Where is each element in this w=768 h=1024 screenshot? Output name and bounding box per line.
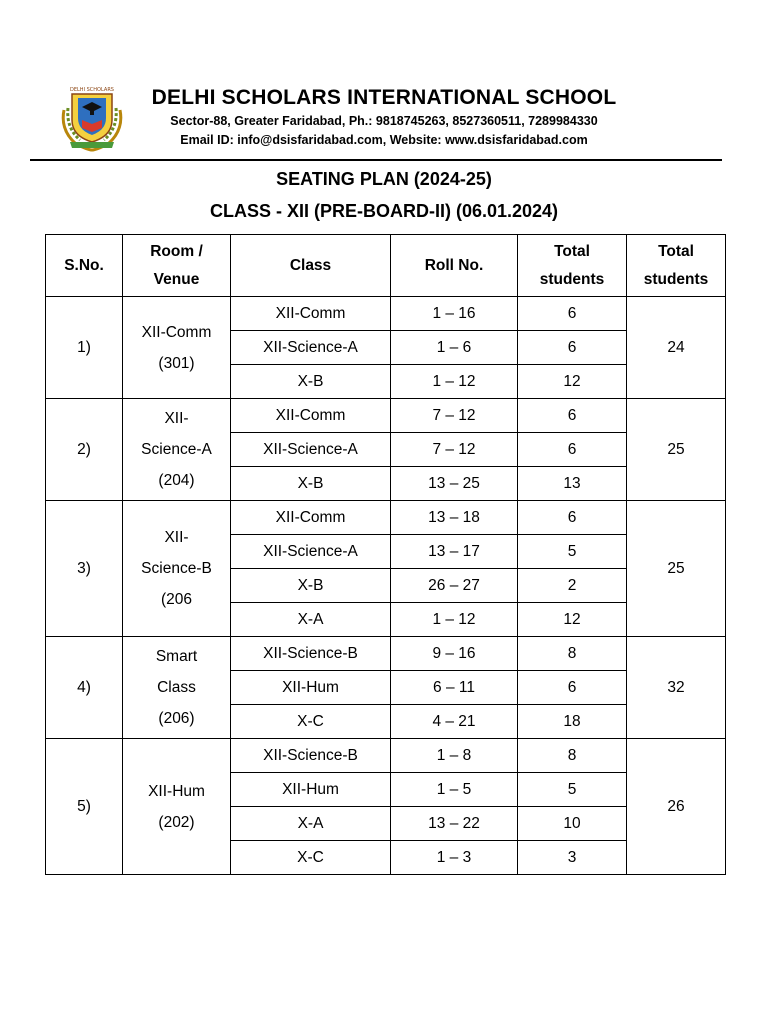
room-venue-line: (301) — [158, 354, 195, 372]
serial-number-cell: 5) — [46, 739, 123, 875]
roll-number-cell: 1 – 5 — [391, 773, 518, 807]
roll-number-cell: 1 – 6 — [391, 331, 518, 365]
header-room-total-students — [627, 235, 726, 297]
table-row — [46, 637, 726, 671]
student-count-cell: 6 — [518, 671, 627, 705]
table-header-row — [46, 235, 726, 297]
serial-number-cell: 1) — [46, 297, 123, 399]
roll-number-cell: 13 – 17 — [391, 535, 518, 569]
serial-number-cell: 4) — [46, 637, 123, 739]
roll-number-cell: 1 – 12 — [391, 365, 518, 399]
room-venue-line: XII- — [164, 529, 189, 546]
seating-plan-table — [45, 234, 726, 875]
roll-number-cell: 4 – 21 — [391, 705, 518, 739]
roll-number-cell: 13 – 18 — [391, 501, 518, 535]
school-address: Sector-88, Greater Faridabad, Ph.: 9818745263, 8527360511, 7289984330 — [170, 114, 598, 128]
student-count-cell: 2 — [518, 569, 627, 603]
document-subtitle: CLASS - XII (PRE-BOARD-II) (06.01.2024) — [209, 201, 559, 221]
document-title: SEATING PLAN (2024-25) — [276, 169, 492, 189]
roll-number-cell: 7 – 12 — [391, 399, 518, 433]
header-grand-line2: students — [643, 270, 709, 288]
school-crest-logo — [58, 80, 126, 152]
student-count-cell: 13 — [518, 467, 627, 501]
header-divider — [30, 159, 722, 161]
room-total-cell: 26 — [627, 739, 726, 875]
room-venue-cell — [123, 297, 231, 399]
class-cell: X-C — [231, 705, 391, 739]
roll-number-cell: 9 – 16 — [391, 637, 518, 671]
class-cell: X-A — [231, 807, 391, 841]
student-count-cell: 6 — [518, 501, 627, 535]
room-venue-cell — [123, 739, 231, 875]
header-total-line1: Total — [554, 242, 590, 260]
roll-number-cell: 6 – 11 — [391, 671, 518, 705]
class-cell: X-C — [231, 841, 391, 875]
room-venue-line: XII-Hum — [148, 782, 205, 800]
class-cell: XII-Science-B — [231, 739, 391, 773]
table-row — [46, 297, 726, 331]
room-total-cell: 25 — [627, 399, 726, 501]
roll-number-cell: 13 – 25 — [391, 467, 518, 501]
school-contact: Email ID: info@dsisfaridabad.com, Website: www.dsisfaridabad.com — [180, 133, 588, 147]
student-count-cell: 6 — [518, 297, 627, 331]
table-body — [46, 297, 726, 875]
student-count-cell: 6 — [518, 399, 627, 433]
class-cell: XII-Hum — [231, 773, 391, 807]
room-venue-line: Science-B — [141, 560, 212, 577]
svg-text:DELHI SCHOLARS: DELHI SCHOLARS — [70, 87, 114, 93]
room-venue-line: (206 — [160, 591, 193, 608]
room-venue-line: (206) — [158, 710, 195, 727]
roll-number-cell: 1 – 3 — [391, 841, 518, 875]
room-venue-line: Smart — [155, 648, 198, 665]
header-total-students — [518, 235, 627, 297]
letterhead — [0, 0, 768, 160]
header-sno: S.No. — [46, 235, 123, 297]
class-cell: XII-Science-A — [231, 331, 391, 365]
header-total-line2: students — [539, 270, 605, 288]
class-cell: XII-Science-B — [231, 637, 391, 671]
class-cell: XII-Science-A — [231, 433, 391, 467]
roll-number-cell: 1 – 12 — [391, 603, 518, 637]
class-cell: XII-Hum — [231, 671, 391, 705]
student-count-cell: 6 — [518, 433, 627, 467]
room-total-cell: 32 — [627, 637, 726, 739]
table-row — [46, 399, 726, 433]
header-class: Class — [231, 235, 391, 297]
roll-number-cell: 7 – 12 — [391, 433, 518, 467]
class-cell: X-B — [231, 467, 391, 501]
student-count-cell: 5 — [518, 535, 627, 569]
class-cell: XII-Comm — [231, 297, 391, 331]
room-venue-cell — [123, 399, 231, 501]
roll-number-cell: 26 – 27 — [391, 569, 518, 603]
room-venue-line: Class — [157, 679, 196, 696]
room-venue-cell — [123, 637, 231, 739]
student-count-cell: 12 — [518, 365, 627, 399]
table-row — [46, 739, 726, 773]
student-count-cell: 18 — [518, 705, 627, 739]
header-roll: Roll No. — [391, 235, 518, 297]
room-total-cell: 25 — [627, 501, 726, 637]
serial-number-cell: 3) — [46, 501, 123, 637]
room-total-cell: 24 — [627, 297, 726, 399]
student-count-cell: 6 — [518, 331, 627, 365]
roll-number-cell: 13 – 22 — [391, 807, 518, 841]
room-venue-line: (202) — [158, 813, 195, 831]
student-count-cell: 8 — [518, 637, 627, 671]
header-room-line1: Room / — [150, 242, 203, 260]
room-venue-line: (204) — [158, 472, 195, 489]
student-count-cell: 12 — [518, 603, 627, 637]
student-count-cell: 8 — [518, 739, 627, 773]
roll-number-cell: 1 – 16 — [391, 297, 518, 331]
class-cell: X-B — [231, 569, 391, 603]
header-room-line2: Venue — [153, 270, 200, 288]
header-grand-line1: Total — [658, 242, 694, 260]
table-row — [46, 501, 726, 535]
student-count-cell: 10 — [518, 807, 627, 841]
class-cell: XII-Science-A — [231, 535, 391, 569]
student-count-cell: 5 — [518, 773, 627, 807]
room-venue-line: XII- — [164, 410, 189, 427]
header-room — [123, 235, 231, 297]
class-cell: XII-Comm — [231, 501, 391, 535]
school-name: DELHI SCHOLARS INTERNATIONAL SCHOOL — [151, 86, 617, 109]
room-venue-cell — [123, 501, 231, 637]
class-cell: XII-Comm — [231, 399, 391, 433]
class-cell: X-B — [231, 365, 391, 399]
room-venue-line: XII-Comm — [141, 323, 212, 341]
room-venue-line: Science-A — [141, 441, 212, 458]
class-cell: X-A — [231, 603, 391, 637]
serial-number-cell: 2) — [46, 399, 123, 501]
student-count-cell: 3 — [518, 841, 627, 875]
roll-number-cell: 1 – 8 — [391, 739, 518, 773]
